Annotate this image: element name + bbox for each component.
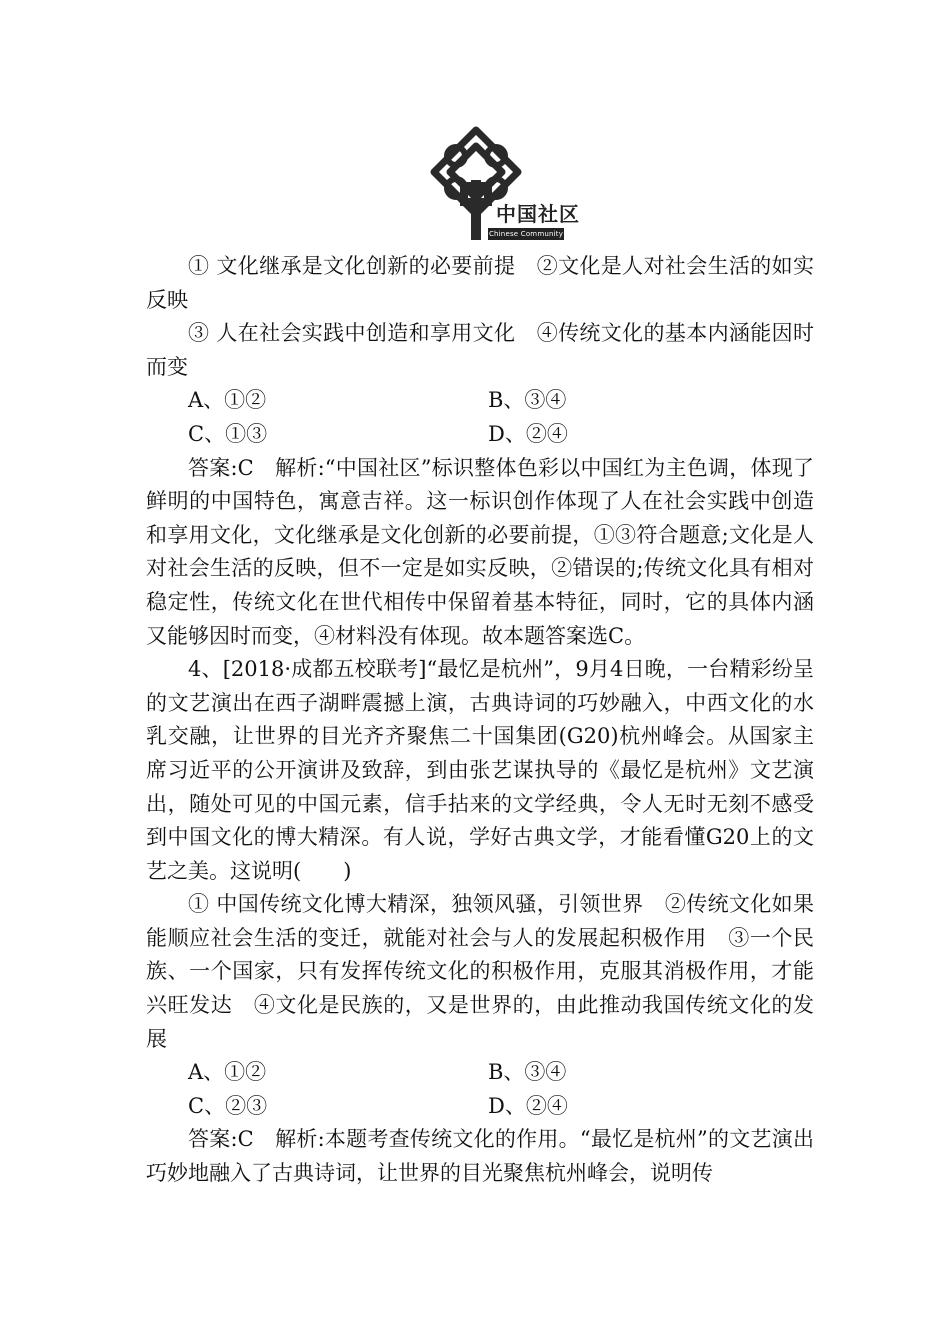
q3-statements-1: ① 文化继承是文化创新的必要前提 ②文化是人对社会生活的如实反映 <box>146 254 814 312</box>
q4-option-a: A、①② <box>188 1060 267 1085</box>
q3-answer: 答案:C 解析:“中国社区”标识整体色彩以中国红为主色调，体现了鲜明的中国特色，寓意吉祥。这一标识创作体现了人在社会实践中创造和享用文化，文化继承是文化创新的必要前提，①③符合题意;文化是人对社会生活的反映，但不一定是如实反映，②错误的;传统文化具有相对稳定性，传统文化在世代相传中保留着基本特征，同时，它的具体内涵又能够因时而变，④材料没有体现。故本题答案选C。 <box>146 455 814 648</box>
q4-option-b: B、③④ <box>488 1060 567 1085</box>
q4-option-d: D、②④ <box>488 1093 568 1118</box>
logo-english-name: Chinese Community <box>488 230 564 238</box>
q4-answer: 答案:C 解析:本题考查传统文化的作用。“最忆是杭州”的文艺演出巧妙地融入了古典诗词，让世界的目光聚焦杭州峰会，说明传 <box>146 1127 814 1186</box>
question-content <box>146 250 814 1191</box>
q4-stem: 4、[2018·成都五校联考]“最忆是杭州”，9月4日晚，一台精彩纷呈的文艺演出在西子湖畔震撼上演，古典诗词的巧妙融入，中西文化的水乳交融，让世界的目光齐齐聚焦二十国集团(G20)杭州峰会。从国家主席习近平的公开演讲及致辞，到由张艺谋执导的《最忆是杭州》文艺演出，随处可见的中国元素，信手拈来的文学经典，令人无时无刻不感受到中国文化的博大精深。有人说，学好古典文学，才能看懂G20上的文艺之美。这说明( ) <box>146 657 814 883</box>
chinese-community-logo <box>426 126 580 244</box>
q3-options-row-2 <box>146 418 814 452</box>
q4-options-row-1 <box>146 1056 814 1090</box>
q3-option-b: B、③④ <box>488 388 567 413</box>
q3-option-d: D、②④ <box>488 421 568 446</box>
logo-chinese-name: 中国社区 <box>496 202 580 226</box>
q4-options-row-2 <box>146 1090 814 1124</box>
q3-statements-2: ③ 人在社会实践中创造和享用文化 ④传统文化的基本内涵能因时而变 <box>146 321 814 379</box>
q3-option-a: A、①② <box>188 388 267 413</box>
q3-options-row-1 <box>146 384 814 418</box>
q3-option-c: C、①③ <box>188 421 268 446</box>
q4-statements: ① 中国传统文化博大精深，独领风骚，引领世界 ②传统文化如果能顺应社会生活的变迁，就能对社会与人的发展起积极作用 ③一个民族、一个国家，只有发挥传统文化的积极作用，克服其消极作用，才能兴旺发达 ④文化是民族的，又是世界的，由此推动我国传统文化的发展 <box>146 892 814 1051</box>
q4-option-c: C、②③ <box>188 1093 268 1118</box>
